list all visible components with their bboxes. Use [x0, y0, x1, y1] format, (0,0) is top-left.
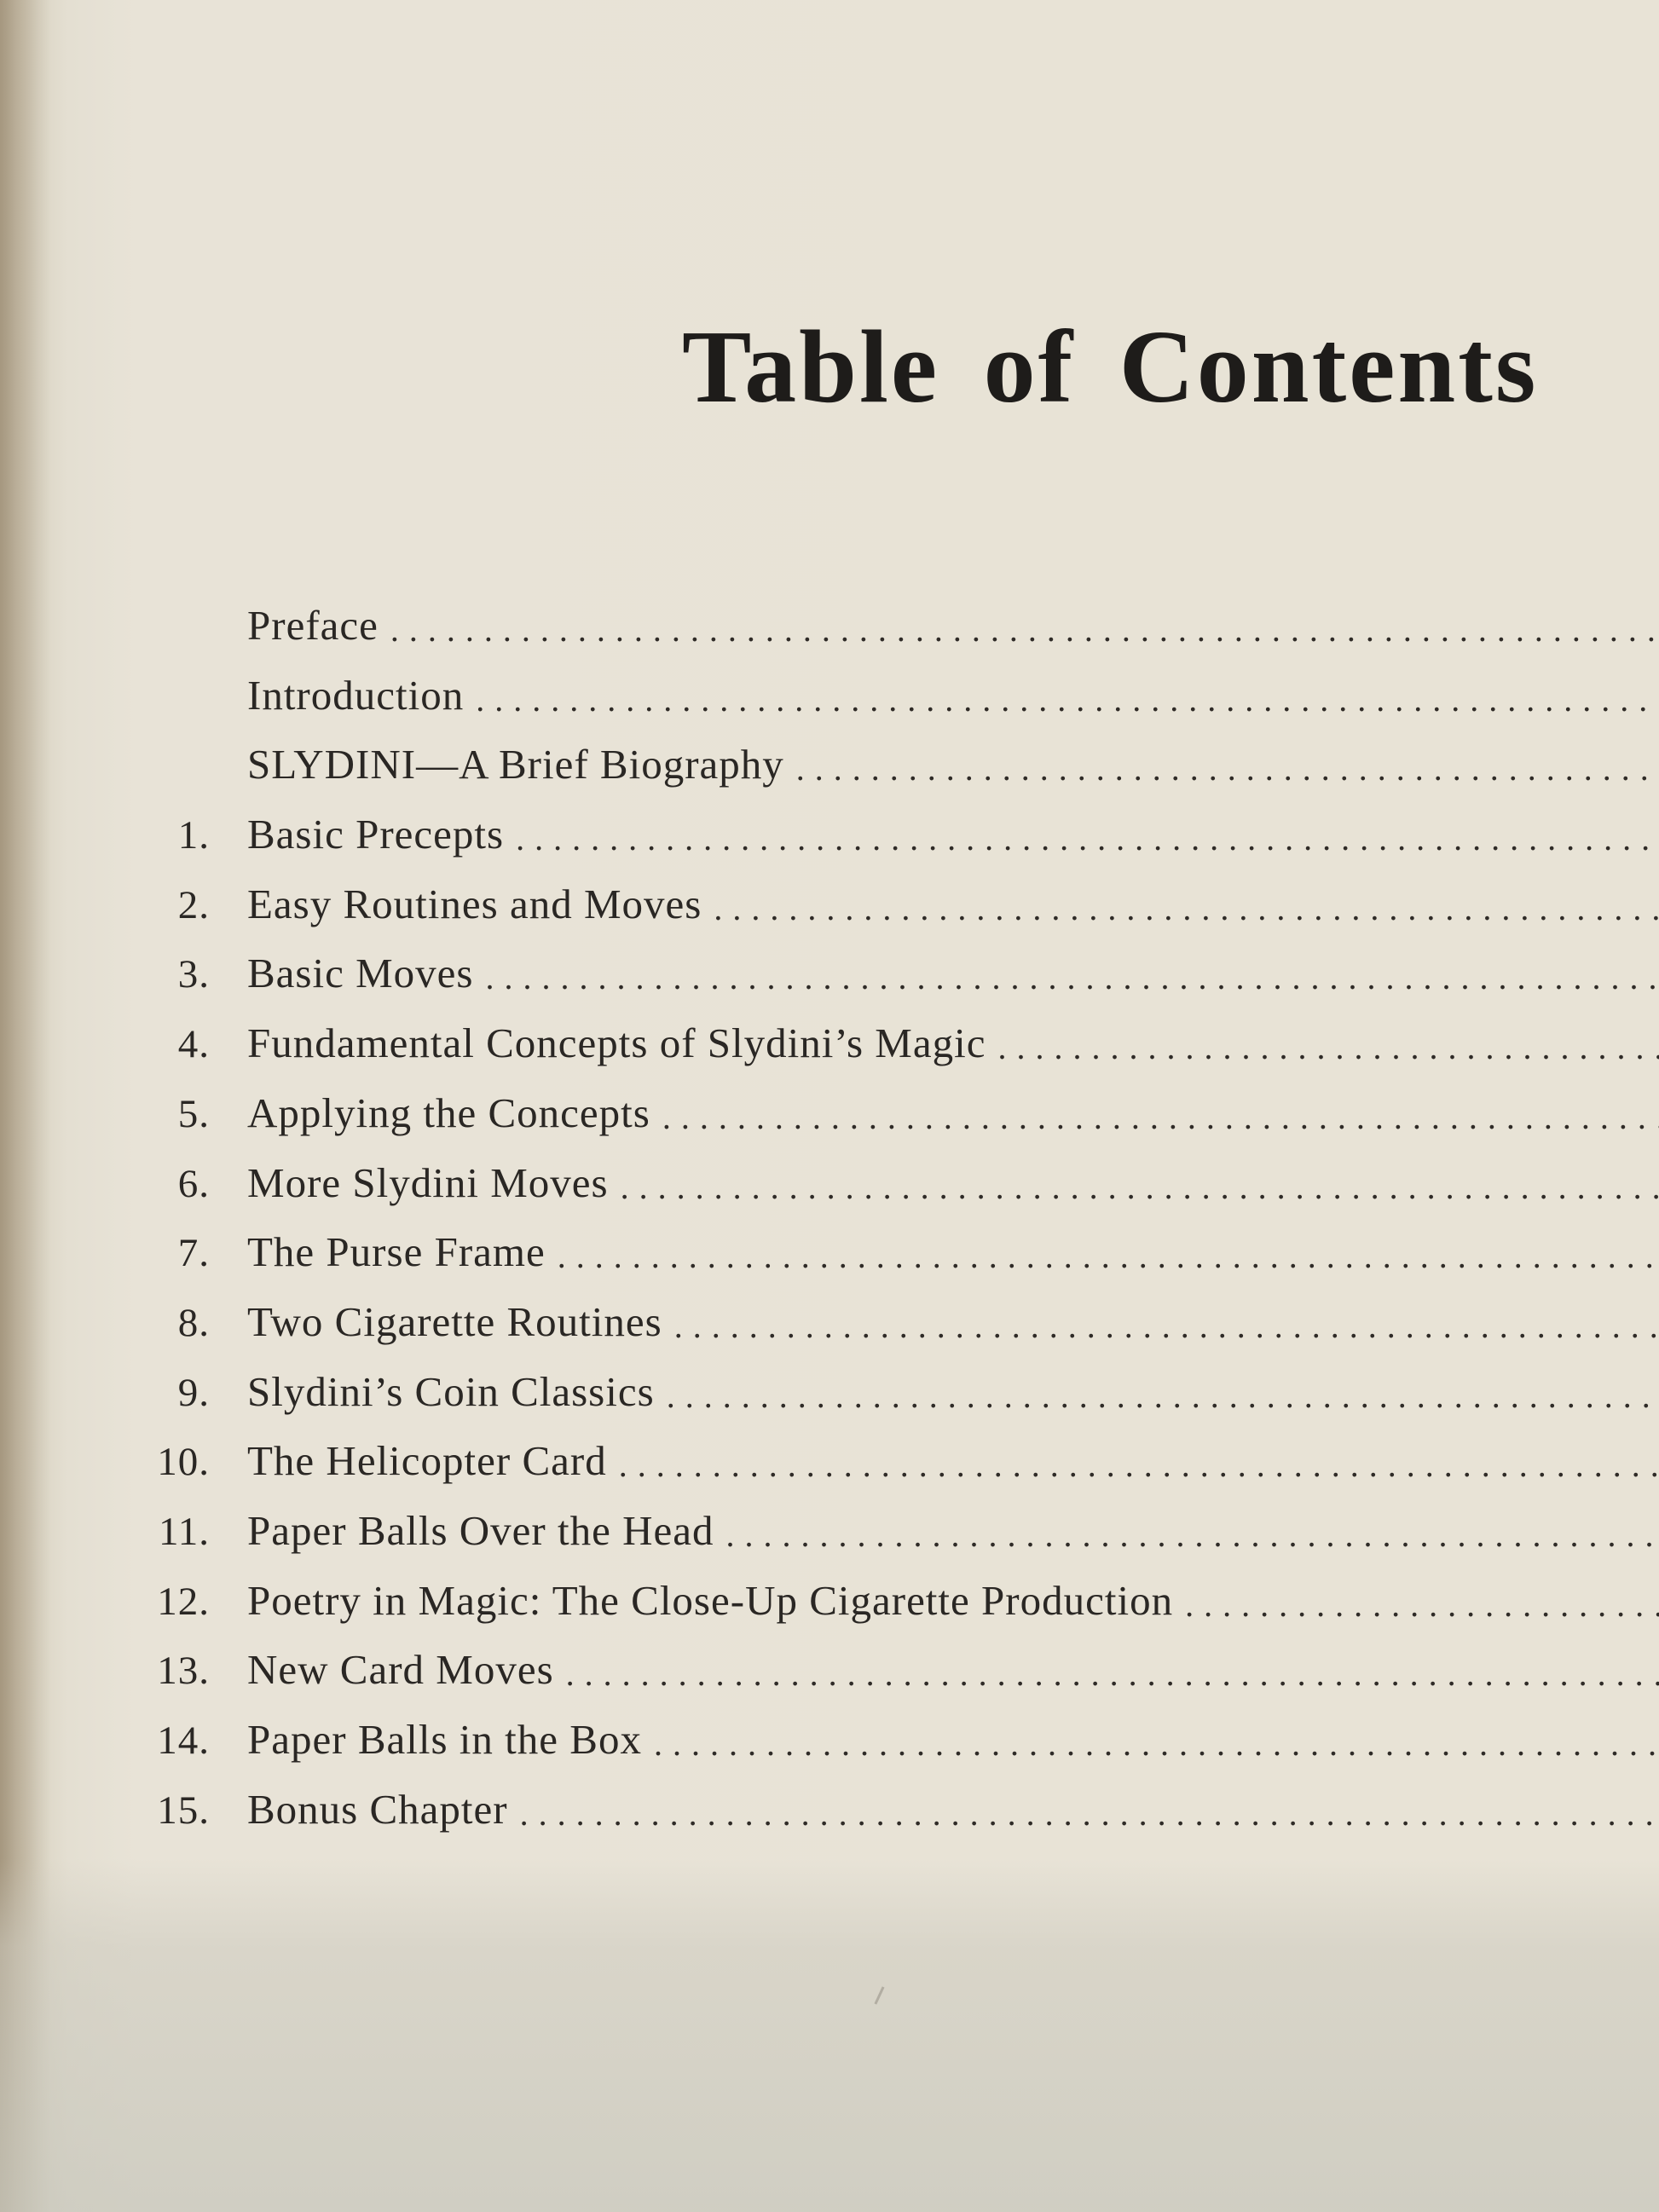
- toc-entry-number: 8.: [177, 1300, 210, 1345]
- dot-leader: [619, 1438, 1659, 1480]
- toc-entry-number: 4.: [177, 1022, 210, 1067]
- page-shadow: [0, 1858, 1659, 2212]
- toc-entry: [136, 1785, 1659, 1855]
- dot-leader: [714, 881, 1659, 923]
- toc-entry: [136, 1576, 1659, 1646]
- dot-leader: [558, 1229, 1659, 1271]
- toc-entry-title: Basic Moves: [247, 950, 474, 997]
- toc-entry-number: 14.: [157, 1718, 210, 1763]
- toc-entry: [136, 1019, 1659, 1089]
- toc-entry: [136, 1158, 1659, 1228]
- toc-entry-title: Slydini’s Coin Classics: [247, 1367, 655, 1415]
- toc-entry: [136, 810, 1659, 880]
- toc-entry-title: SLYDINI—A Brief Biography: [247, 741, 784, 788]
- dot-leader: [476, 673, 1659, 714]
- toc-entry-title: Two Cigarette Routines: [247, 1297, 662, 1345]
- toc-entry-number: 3.: [177, 952, 210, 997]
- toc-entry: [136, 1506, 1659, 1576]
- page-title: Table of Contents: [682, 309, 1539, 424]
- toc-entry: [136, 1436, 1659, 1506]
- toc-entry-title: The Purse Frame: [247, 1228, 546, 1276]
- toc-entry-title: Poetry in Magic: The Close-Up Cigarette Production: [247, 1576, 1174, 1624]
- toc-entry-title: Bonus Chapter: [247, 1785, 508, 1833]
- toc-entry-number: 10.: [157, 1440, 210, 1485]
- toc-entry-number: 11.: [158, 1509, 210, 1554]
- toc-entry-title: Paper Balls in the Box: [247, 1716, 642, 1763]
- toc-entry-number: 9.: [177, 1370, 210, 1415]
- toc-entry-title: Easy Routines and Moves: [247, 880, 702, 927]
- toc-entry: [136, 671, 1659, 741]
- dot-leader: [486, 950, 1659, 992]
- dot-leader: [662, 1090, 1659, 1132]
- toc-entry: [136, 1297, 1659, 1367]
- dot-leader: [621, 1160, 1659, 1202]
- dot-leader: [390, 603, 1659, 644]
- toc-entry-title: Fundamental Concepts of Slydini’s Magic: [247, 1019, 986, 1067]
- toc-entry: [136, 1715, 1659, 1785]
- toc-entry: [136, 740, 1659, 810]
- toc-entry-number: 6.: [177, 1161, 210, 1206]
- toc-entry-title: Introduction: [247, 671, 465, 719]
- table-of-contents: [136, 601, 1659, 1854]
- dot-leader: [726, 1508, 1659, 1550]
- toc-entry-title: New Card Moves: [247, 1646, 554, 1694]
- dot-leader: [520, 1787, 1659, 1828]
- dot-leader: [1185, 1578, 1659, 1620]
- toc-entry-title: Applying the Concepts: [247, 1089, 650, 1136]
- dot-leader: [796, 742, 1659, 783]
- toc-entry: [136, 1089, 1659, 1158]
- dot-leader: [516, 811, 1659, 853]
- toc-entry-number: 5.: [177, 1091, 210, 1136]
- toc-entry: [136, 601, 1659, 671]
- toc-entry: [136, 1227, 1659, 1297]
- page-gutter-shadow: [0, 0, 51, 2212]
- dot-leader: [566, 1647, 1659, 1689]
- dot-leader: [667, 1369, 1659, 1411]
- pencil-mark: [874, 1986, 884, 2004]
- toc-entry-number: 12.: [157, 1579, 210, 1624]
- toc-entry-title: Preface: [247, 602, 379, 649]
- toc-entry-number: 1.: [177, 813, 210, 858]
- toc-entry-title: More Slydini Moves: [247, 1158, 609, 1206]
- toc-entry-title: Paper Balls Over the Head: [247, 1506, 714, 1554]
- dot-leader: [654, 1717, 1659, 1759]
- toc-entry: [136, 1645, 1659, 1715]
- toc-entry: [136, 1367, 1659, 1437]
- toc-entry-number: 13.: [157, 1649, 210, 1694]
- toc-entry-number: 15.: [157, 1788, 210, 1833]
- toc-entry-number: 2.: [177, 882, 210, 927]
- toc-entry: [136, 880, 1659, 950]
- dot-leader: [674, 1299, 1659, 1341]
- toc-entry-number: 7.: [177, 1231, 210, 1276]
- dot-leader: [997, 1020, 1659, 1062]
- toc-entry: [136, 949, 1659, 1019]
- toc-entry-title: The Helicopter Card: [247, 1437, 607, 1485]
- toc-entry-title: Basic Precepts: [247, 811, 505, 858]
